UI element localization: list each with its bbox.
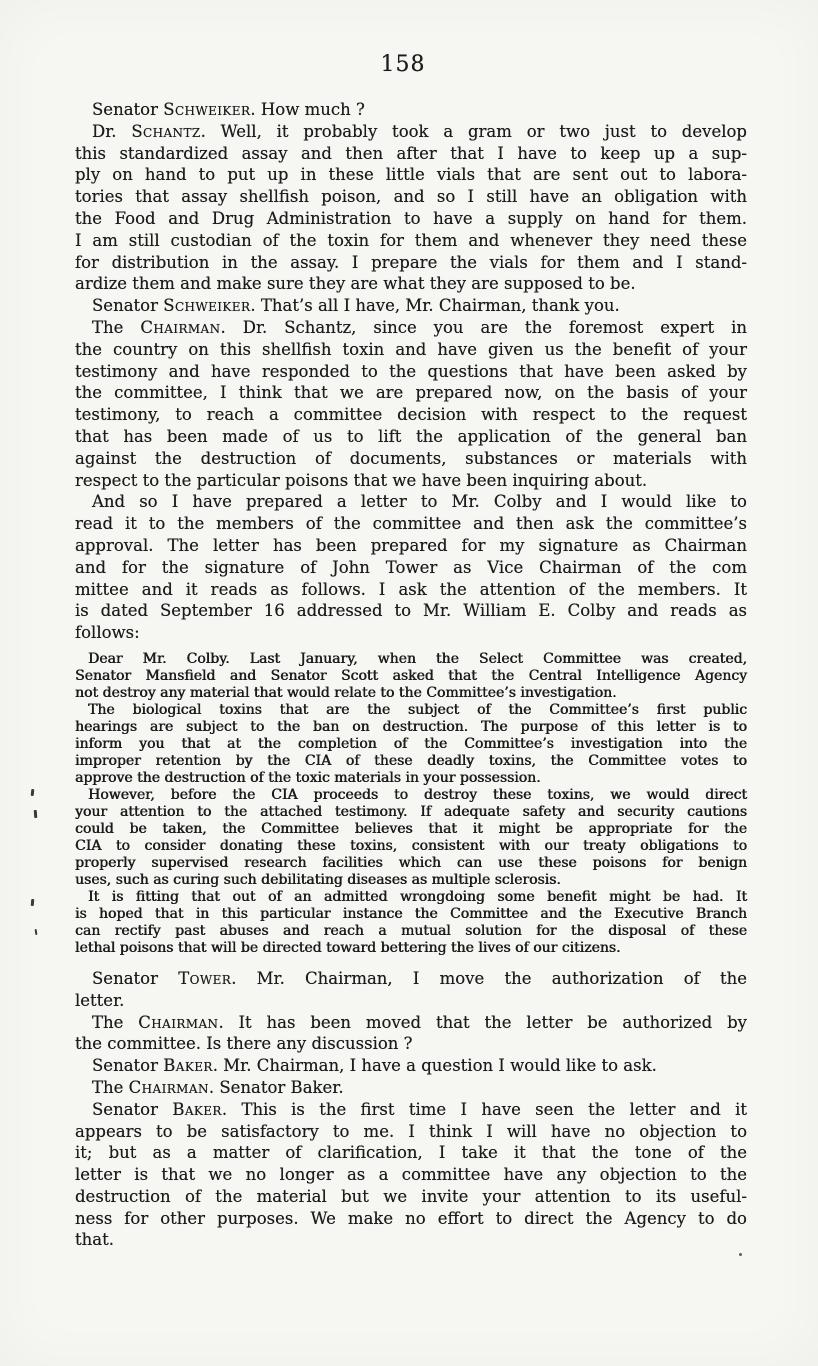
text-line: is hoped that in this particular instance the Committee and the Executive Branch [75,905,747,922]
text-line [75,317,747,339]
paragraph [75,491,747,644]
text-line: uses, such as curing such debilitating diseases as multiple sclerosis. [75,871,561,888]
text-line: letter is that we no longer as a committee have any objection to the [75,1165,747,1185]
paragraph [75,968,747,1012]
paragraph [75,889,747,957]
line-text: . It has been moved that the letter be authorized by [218,1012,747,1032]
text-line: testimony and have responded to the questions that have been asked by [75,361,747,381]
text-line: The biological toxins that are the subject of the Committee’s first public [88,701,747,718]
text-line: CIA to consider donating these toxins, consistent with our treaty obligations to [75,837,747,854]
text-line: for distribution in the assay. I prepare the vials for them and I stand- [75,252,747,272]
text-line: not destroy any material that would relate to the Committee’s investigation. [75,684,617,701]
speaker-name: Tower [178,968,232,988]
text-line: your attention to the attached testimony. If adequate safety and security cautions [75,803,747,820]
paragraph [75,1055,747,1077]
text-line [75,295,747,317]
speaker-prefix: The [92,1012,139,1032]
text-line: inform you that at the completion of the Committee’s investigation into the [75,735,747,752]
text-line: letter. [75,990,125,1010]
paragraph [75,317,747,491]
quoted-letter-block [75,651,747,957]
speaker-prefix: Senator [92,1056,164,1076]
transcript-section-top [75,99,747,644]
paragraph [75,787,747,889]
paragraph [75,121,747,295]
paragraph [75,1077,747,1099]
text-line: destruction of the material but we invite your attention to its useful- [75,1186,747,1206]
text-line: respect to the particular poisons that we have been inquiring about. [75,470,648,490]
speaker-name: Chairman [138,1012,219,1032]
text-line [75,99,747,121]
text-line: can rectify past abuses and reach a mutual solution for the disposal of these [75,922,747,939]
text-line: I am still custodian of the toxin for them and whenever they need these [75,230,747,250]
text-column [75,99,747,1251]
text-line: improper retention by the CIA of these deadly toxins, the Committee votes to [75,752,747,769]
speaker-name: Chairman [128,1077,209,1097]
speaker-prefix: Senator [92,968,179,988]
text-line: appears to be satisfactory to me. I think I will have no objection to [75,1121,747,1141]
line-text: . That’s all I have, Mr. Chairman, thank you. [250,296,620,316]
text-line: testimony, to reach a committee decision with respect to the request [75,405,747,425]
text-line: lethal poisons that will be directed toward bettering the lives of our citizens. [75,939,621,956]
paragraph [75,99,747,121]
text-line [75,1012,747,1034]
speaker-name: Chairman [140,317,221,337]
paragraph [75,702,747,787]
line-text: . This is the first time I have seen the letter and it [221,1099,747,1119]
speaker-name: Schweiker [163,296,251,316]
scan-artifact-mark [35,929,38,935]
text-line: approve the destruction of the toxic materials in your possession. [75,769,541,786]
text-line: ply on hand to put up in these little vials that are sent out to labora- [75,165,747,185]
text-line: the Food and Drug Administration to have a supply on hand for them. [75,208,747,228]
text-line: Dear Mr. Colby. Last January, when the Select Committee was created, [88,650,747,667]
line-text: . How much ? [250,100,365,119]
text-line: the country on this shellfish toxin and have given us the benefit of your [75,339,747,359]
speaker-prefix: Senator [92,296,164,316]
line-text: . Mr. Chairman, I have a question I would like to ask. [212,1056,657,1076]
text-line: mittee and it reads as follows. I ask the attention of the members. It [75,579,747,599]
speaker-prefix: Dr. [92,121,132,141]
page-number: 158 [380,52,426,77]
speaker-name: Baker [172,1099,222,1119]
scan-artifact-mark [31,789,35,796]
speaker-prefix: The [92,1077,129,1097]
text-line: the committee. Is there any discussion ? [75,1034,413,1054]
text-line: It is fitting that out of an admitted wrongdoing some benefit might be had. It [88,888,747,905]
speaker-name: Schweiker [163,100,251,119]
scan-artifact-mark [31,899,35,906]
paragraph [75,1012,747,1056]
text-line [75,1055,747,1077]
line-text: . Mr. Chairman, I move the authorization of the [231,968,747,988]
transcript-section-bottom [75,968,747,1251]
line-text: . Senator Baker. [208,1077,344,1097]
text-line: that has been made of us to lift the application of the general ban [75,426,747,446]
text-line: approval. The letter has been prepared for my signature as Chairman [75,535,747,555]
text-line: Senator Mansfield and Senator Scott asked that the Central Intelligence Agency [75,667,747,684]
text-line: tories that assay shellfish poison, and so I still have an obligation with [75,187,747,207]
line-text: . Well, it probably took a gram or two just to develop [200,121,747,141]
speaker-prefix: Senator [92,1099,173,1119]
text-line: that. [75,1230,114,1250]
scan-artifact-speck [739,1253,742,1256]
text-line [75,1099,747,1121]
speaker-prefix: Senator [92,100,164,119]
text-line: properly supervised research facilities which can use these poisons for benign [75,854,747,871]
text-line: ness for other purposes. We make no effort to direct the Agency to do [75,1208,747,1228]
text-line: However, before the CIA proceeds to destroy these toxins, we would direct [88,786,747,803]
text-line: hearings are subject to the ban on destruction. The purpose of this letter is to [75,718,747,735]
speaker-prefix: The [92,317,141,337]
text-line: and for the signature of John Tower as Vice Chairman of the com [75,557,747,577]
text-line: this standardized assay and then after that I have to keep up a sup- [75,143,747,163]
text-line [75,968,747,990]
paragraph [75,1099,747,1252]
speaker-name: Baker [163,1056,213,1076]
text-line: against the destruction of documents, substances or materials with [75,448,747,468]
text-line: is dated September 16 addressed to Mr. William E. Colby and reads as [75,601,747,621]
text-line: read it to the members of the committee and then ask the committee’s [75,514,747,534]
line-text: . Dr. Schantz, since you are the foremost expert in [220,317,747,337]
text-line: ardize them and make sure they are what they are supposed to be. [75,274,636,294]
text-line: it; but as a matter of clarification, I take it that the tone of the [75,1143,747,1163]
scan-artifact-mark [34,810,38,818]
paragraph [75,295,747,317]
text-line: follows: [75,623,140,643]
speaker-name: Schantz [131,121,201,141]
text-line [75,121,747,143]
text-line: the committee, I think that we are prepared now, on the basis of your [75,383,747,403]
paragraph [75,651,747,702]
text-line: And so I have prepared a letter to Mr. Colby and I would like to [92,492,747,512]
text-line: could be taken, the Committee believes that it might be appropriate for the [75,820,747,837]
text-line [75,1077,747,1099]
